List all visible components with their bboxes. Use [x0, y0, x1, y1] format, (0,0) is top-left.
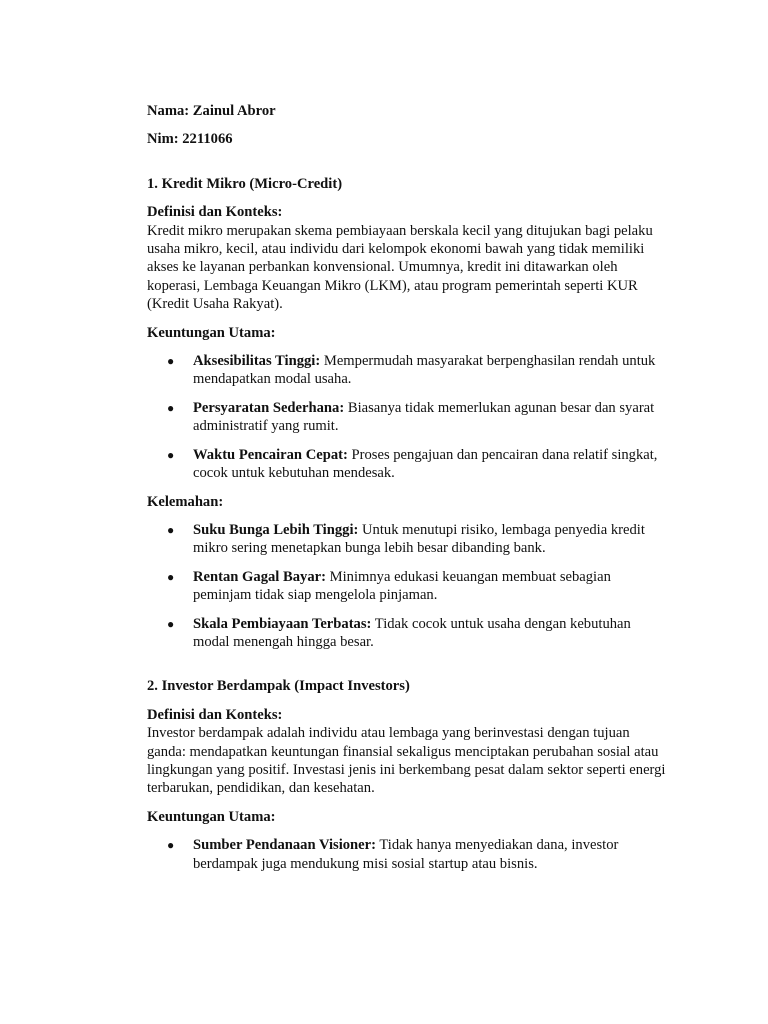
bullet-icon: ● [167, 400, 175, 415]
section-2-keuntungan-heading: Keuntungan Utama: [147, 808, 276, 825]
bullet-icon: ● [167, 447, 175, 462]
item-text: Mempermudah masyarakat berpenghasilan rendah untuk mendapatkan modal usaha. [193, 353, 656, 388]
item-term: Waktu Pencairan Cepat: [193, 446, 348, 463]
list-item [147, 615, 667, 652]
section-1-kelemahan-heading: Kelemahan: [147, 493, 224, 510]
item-term: Sumber Pendanaan Visioner: [193, 837, 376, 854]
item-text: Minimnya edukasi keuangan membuat sebagian peminjam tidak siap mengelola pinjaman. [193, 568, 611, 604]
section-1-keuntungan-heading: Keuntungan Utama: [147, 324, 276, 341]
section-2-title: 2. Investor Berdampak (Impact Investors) [147, 678, 410, 695]
item-text: Proses pengajuan dan pencairan dana relatif singkat, cocok untuk kebutuhan mendesak. [193, 446, 658, 482]
bullet-icon: ● [167, 522, 175, 537]
section-1-keuntungan-list [147, 352, 667, 482]
section-1-definisi-text: Kredit mikro merupakan skema pembiayaan berskala kecil yang ditujukan bagi pelaku usaha mikro, kecil, atau individu dari kelompok ekonomi bawah yang tidak memiliki akses ke layanan perbankan konvensional. Umumnya, kredit ini ditawarkan oleh koperasi, Lembaga Keuangan Mikro (LKM), atau program pemerintah seperti KUR (Kredit Usaha Rakyat). [147, 222, 653, 313]
list-item [147, 399, 667, 436]
item-term: Rentan Gagal Bayar: [193, 568, 326, 585]
section-1-kelemahan-list [147, 521, 667, 651]
item-text: Biasanya tidak memerlukan agunan besar dan syarat administratif yang rumit. [193, 399, 655, 435]
student-nim: Nim: 2211066 [147, 131, 233, 148]
item-text: Tidak cocok untuk usaha dengan kebutuhan modal menengah hingga besar. [193, 615, 631, 650]
bullet-icon: ● [167, 838, 175, 853]
item-text: Tidak hanya menyediakan dana, investor berdampak juga mendukung misi sosial startup atau bisnis. [193, 837, 619, 872]
section-1-title: 1. Kredit Mikro (Micro-Credit) [147, 175, 343, 192]
list-item [147, 352, 667, 389]
student-name: Nama: Zainul Abror [147, 103, 276, 119]
list-item [147, 521, 667, 558]
list-item [147, 568, 667, 605]
bullet-icon: ● [167, 354, 175, 369]
section-2-definisi-heading: Definisi dan Konteks: [147, 706, 283, 723]
section-2-definisi-text: Investor berdampak adalah individu atau lembaga yang berinvestasi dengan tujuan ganda: mendapatkan keuntungan finansial sekaligus menciptakan perubahan sosial atau lingkungan yang positif. Investasi jenis ini berkembang pesat dalam sektor seperti energi terbarukan, pendidikan, dan kesehatan. [147, 725, 666, 797]
item-term: Persyaratan Sederhana: [193, 399, 345, 416]
section-1-definisi-heading: Definisi dan Konteks: [147, 204, 283, 221]
list-item [147, 836, 667, 873]
item-term: Skala Pembiayaan Terbatas: [193, 615, 372, 632]
document-body [147, 102, 667, 883]
section-2-keuntungan-list [147, 836, 667, 873]
item-text: Untuk menutupi risiko, lembaga penyedia kredit mikro sering menetapkan bunga lebih besar dibanding bank. [193, 521, 645, 557]
list-item [147, 446, 667, 483]
bullet-icon: ● [167, 569, 175, 584]
item-term: Aksesibilitas Tinggi: [193, 353, 321, 370]
item-term: Suku Bunga Lebih Tinggi: [193, 521, 359, 538]
bullet-icon: ● [167, 616, 175, 631]
